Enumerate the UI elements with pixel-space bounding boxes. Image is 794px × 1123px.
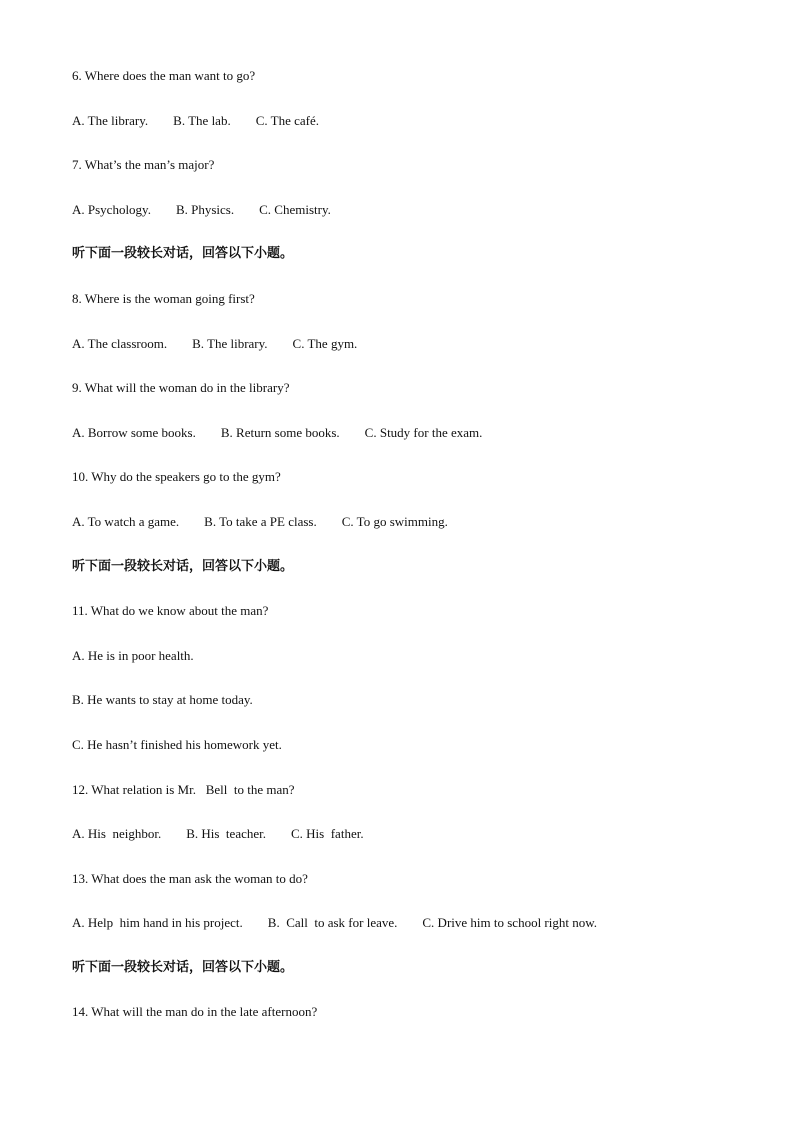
option-12a: A. His neighbor. [72,826,162,842]
question-6: 6. Where does the man want to go? [72,68,256,83]
option-10a: A. To watch a game. [72,513,180,529]
options-13 [72,913,752,958]
options-10 [72,512,752,557]
option-12c: C. His father. [291,826,364,842]
question-14: 14. What will the man do in the late afternoon? [72,1004,318,1020]
option-13a: A. Help him hand in his project. [72,915,243,931]
option-8b: B. The library. [192,335,268,351]
option-11b: B. He wants to stay at home today. [72,692,253,708]
options-6 [72,111,752,156]
option-6b: B. The lab. [173,112,231,128]
option-9c: C. Study for the exam. [364,424,483,440]
option-10c: C. To go swimming. [341,513,448,529]
option-7a: A. Psychology. [72,201,151,217]
question-11: 11. What do we know about the man? [72,603,269,619]
question-12: 12. What relation is Mr. Bell to the man? [72,781,295,797]
section-heading: 听下面一段较长对话，回答以下小题。 [72,558,294,574]
section-heading: 听下面一段较长对话，回答以下小题。 [72,246,294,262]
option-7b: B. Physics. [175,201,235,217]
option-7c: C. Chemistry. [259,201,331,217]
option-11c: C. He hasn’t finished his homework yet. [72,736,282,752]
option-12b: B. His teacher. [186,826,266,842]
option-9a: A. Borrow some books. [72,424,196,440]
option-6a: A. The library. [72,112,149,128]
question-8: 8. Where is the woman going first? [72,290,255,306]
option-8a: A. The classroom. [72,335,168,351]
question-9: 9. What will the woman do in the library? [72,380,290,396]
option-13b: B. Call to ask for leave. [267,915,398,931]
option-6c: C. The café. [255,112,319,128]
document-page [72,66,752,1047]
options-9 [72,423,752,468]
question-13: 13. What does the man ask the woman to do? [72,870,308,886]
options-12 [72,824,752,869]
option-8c: C. The gym. [292,335,358,351]
option-13c: C. Drive him to school right now. [422,915,598,931]
options-8 [72,334,752,379]
option-11a: A. He is in poor health. [72,647,194,663]
question-7: 7. What’s the man’s major? [72,157,215,173]
option-9b: B. Return some books. [220,424,340,440]
question-10: 10. Why do the speakers go to the gym? [72,469,281,485]
option-10b: B. To take a PE class. [204,513,317,529]
options-7 [72,200,752,245]
section-heading: 听下面一段较长对话，回答以下小题。 [72,959,294,975]
